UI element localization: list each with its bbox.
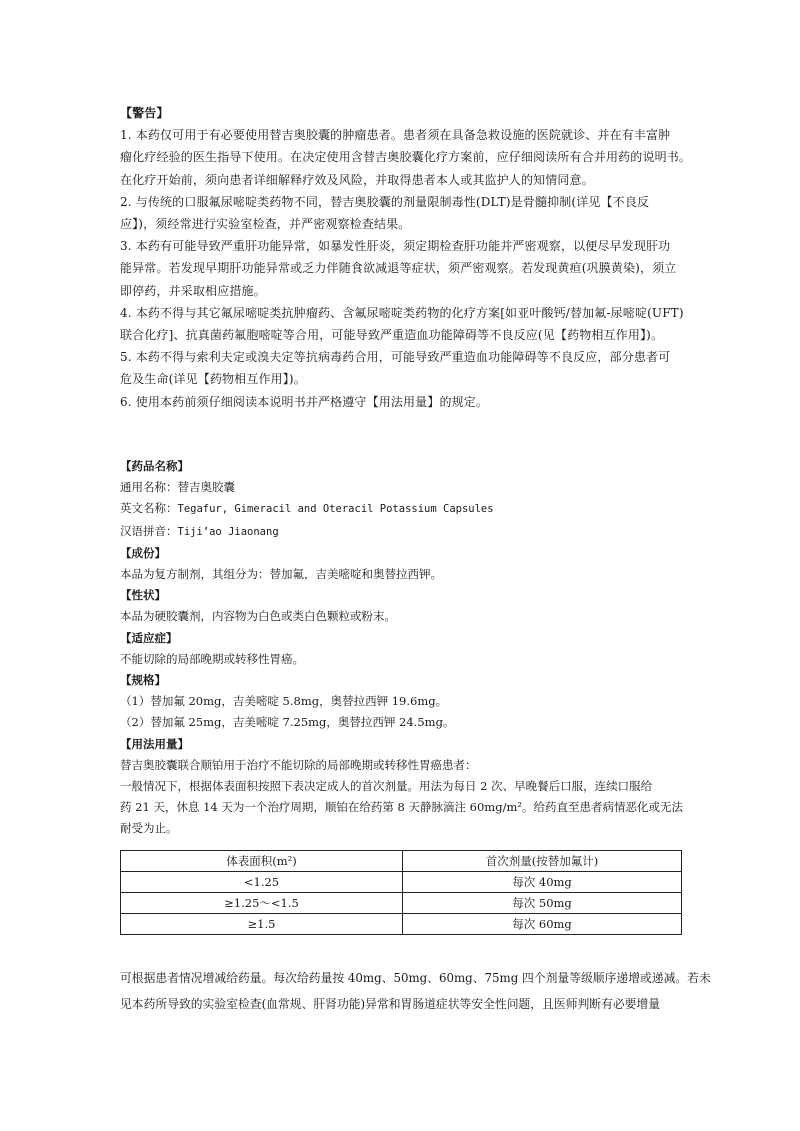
warning-line: 5. 本药不得与索利夫定或溴夫定等抗病毒药合用，可能导致严重造血功能障碍等不良反应，部分患者可 xyxy=(120,350,671,365)
dose-adjustment-line: 可根据患者情况增减给药量。每次给药量按 40mg、50mg、60mg、75mg 四个剂量等级顺序递增或递减。若未 xyxy=(120,971,711,985)
english-name-label: 英文名称： xyxy=(120,501,178,516)
warning-line: 即停药，并采取相应措施。 xyxy=(120,283,266,298)
generic-name-label: 通用名称： xyxy=(120,480,178,495)
dosage-line: 耐受为止。 xyxy=(120,821,178,836)
english-name-row xyxy=(120,498,682,520)
warning-heading: 【警告】 xyxy=(120,106,169,120)
warning-line: 4. 本药不得与其它氟尿嘧啶类抗肿瘤药、含氟尿嘧啶类药物的化疗方案[如亚叶酸钙/替加氟-尿嘧啶(UFT) xyxy=(120,305,684,320)
generic-name-row xyxy=(120,477,682,498)
table-header-cell: 首次剂量(按替加氟计) xyxy=(403,851,682,872)
table-cell: <1.25 xyxy=(121,872,403,893)
warning-line: 瘤化疗经验的医生指导下使用。在决定使用含替吉奥胶囊化疗方案前，应仔细阅读所有合并用药的说明书。 xyxy=(120,150,692,165)
english-name-value: Tegafur, Gimeracil and Oteracil Potassium Capsules xyxy=(177,503,494,516)
pinyin-name-row xyxy=(120,521,682,543)
warning-line: 危及生命(详见【药物相互作用】)。 xyxy=(120,372,306,387)
table-row xyxy=(121,872,682,893)
generic-name-value: 替吉奥胶囊 xyxy=(177,480,235,495)
warning-line: 在化疗开始前，须向患者详细解释疗效及风险，并取得患者本人或其监护人的知情同意。 xyxy=(120,172,594,187)
specification-item: （2）替加氟 25mg，吉美嘧啶 7.25mg，奥替拉西钾 24.5mg。 xyxy=(120,715,455,730)
warning-line: 2. 与传统的口服氟尿嘧啶类药物不同，替吉奥胶囊的剂量限制毒性(DLT)是骨髓抑制(详见【不良反 xyxy=(120,194,650,209)
dosage-line: 药 21 天，休息 14 天为一个治疗周期，顺铂在给药第 8 天静脉滴注 60mg/m²。给药直至患者病情恶化或无法 xyxy=(120,800,683,815)
table-cell: ≥1.5 xyxy=(121,914,403,935)
table-row xyxy=(121,914,682,935)
composition-text: 本品为复方制剂，其组分为：替加氟，吉美嘧啶和奥替拉西钾。 xyxy=(120,567,442,582)
description-heading: 【性状】 xyxy=(120,588,166,603)
specifications-heading: 【规格】 xyxy=(120,673,166,688)
table-cell: 每次 40mg xyxy=(403,872,682,893)
warning-line: 6. 使用本药前须仔细阅读本说明书并严格遵守【用法用量】的规定。 xyxy=(120,394,489,409)
dose-table xyxy=(120,850,682,935)
warning-section xyxy=(120,102,692,413)
warning-line: 联合化疗]、抗真菌药氟胞嘧啶等合用，可能导致严重造血功能障碍等不良反应(见【药物相互作用】)。 xyxy=(120,328,664,343)
dosage-heading: 【用法用量】 xyxy=(120,736,189,751)
indications-text: 不能切除的局部晚期或转移性胃癌。 xyxy=(120,651,304,666)
dosage-intro: 替吉奥胶囊联合顺铂用于治疗不能切除的局部晚期或转移性胃癌患者： xyxy=(120,757,477,772)
pinyin-name-value: Tiji’ao Jiaonang xyxy=(177,525,279,538)
warning-line: 应】)，须经常进行实验室检查，并严密观察检查结果。 xyxy=(120,217,411,232)
dose-adjustment-line: 见本药所导致的实验室检查(血常规、肝肾功能)异常和胃肠道症状等安全性问题，且医师判断有必要增量 xyxy=(120,997,661,1011)
dosage-line: 一般情况下，根据体表面积按照下表决定成人的首次剂量。用法为每日 2 次、早晚餐后口服，连续口服给 xyxy=(120,779,653,794)
table-header-cell: 体表面积(m²) xyxy=(121,851,403,872)
table-header-row xyxy=(121,851,682,872)
warning-line: 3. 本药有可能导致严重肝功能异常，如暴发性肝炎，须定期检查肝功能并严密观察，以便尽早发现肝功 xyxy=(120,239,671,254)
warning-line: 能异常。若发现早期肝功能异常或乏力伴随食欲减退等症状，须严密观察。若发现黄疸(巩膜黄染)，须立 xyxy=(120,261,677,276)
pinyin-name-label: 汉语拼音： xyxy=(120,523,178,538)
indications-heading: 【适应症】 xyxy=(120,630,178,645)
table-cell: 每次 60mg xyxy=(403,914,682,935)
specification-item: （1）替加氟 20mg，吉美嘧啶 5.8mg，奥替拉西钾 19.6mg。 xyxy=(120,694,448,709)
dose-adjustment-section xyxy=(120,965,711,1017)
warning-line: 1. 本药仅可用于有必要使用替吉奥胶囊的肿瘤患者。患者须在具备急救设施的医院就诊、并在有丰富肿 xyxy=(120,128,671,143)
drug-name-heading: 【药品名称】 xyxy=(120,459,189,473)
description-text: 本品为硬胶囊剂，内容物为白色或类白色颗粒或粉末。 xyxy=(120,609,396,624)
table-cell: 每次 50mg xyxy=(403,893,682,914)
composition-heading: 【成份】 xyxy=(120,545,166,560)
table-row xyxy=(121,893,682,914)
drug-info-section xyxy=(120,456,682,840)
table-cell: ≥1.25～<1.5 xyxy=(121,893,403,914)
